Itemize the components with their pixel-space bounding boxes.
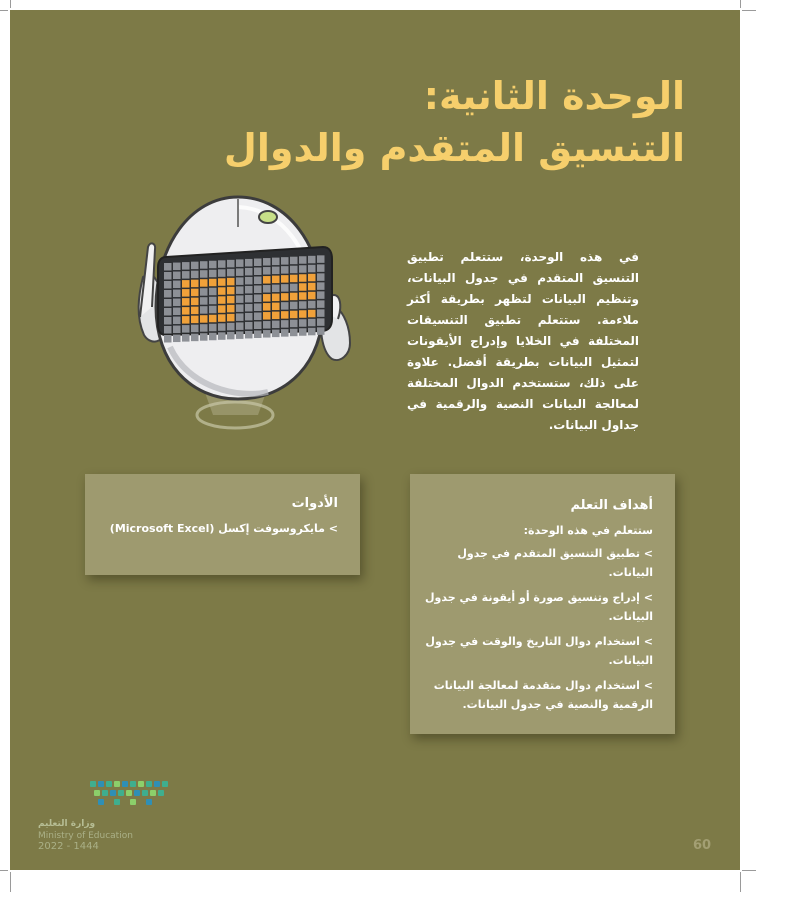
screen-pixel: [182, 334, 190, 342]
screen-pixel: [182, 316, 190, 324]
screen-pixel: [164, 317, 172, 325]
crop-mark: [740, 872, 741, 892]
screen-pixel: [236, 313, 244, 321]
screen-pixel: [164, 326, 172, 334]
screen-pixel: [218, 287, 226, 295]
screen-pixel: [308, 292, 316, 300]
screen-pixel: [308, 274, 316, 282]
screen-pixel: [317, 327, 325, 335]
screen-pixel: [191, 316, 199, 324]
screen-pixel: [218, 269, 226, 277]
screen-pixel: [173, 290, 181, 298]
screen-pixel: [308, 301, 316, 309]
goals-title: أهداف التعلم: [570, 498, 653, 513]
screen-pixel: [263, 285, 271, 293]
screen-pixel: [182, 325, 190, 333]
screen-pixel: [263, 312, 271, 320]
screen-pixel: [227, 269, 235, 277]
unit-title: [224, 70, 685, 174]
screen-pixel: [290, 329, 298, 337]
screen-pixel: [272, 258, 280, 266]
screen-pixel: [317, 300, 325, 308]
crop-mark: [742, 870, 756, 871]
screen-pixel: [236, 259, 244, 267]
screen-pixel: [308, 256, 316, 263]
unit-title-line2: التنسيق المتقدم والدوال: [223, 126, 685, 170]
screen-pixel: [200, 306, 208, 314]
screen-pixel: [299, 274, 307, 282]
screen-pixel: [227, 332, 235, 340]
screen-pixel: [182, 298, 190, 306]
screen-pixel: [263, 303, 271, 311]
screen-pixel: [164, 290, 172, 298]
screen-pixel: [281, 320, 289, 328]
screen-pixel: [299, 256, 307, 264]
screen-pixel: [308, 283, 316, 291]
screen-pixel: [209, 279, 217, 287]
screen-pixel: [281, 284, 289, 292]
screen-pixel: [245, 268, 253, 276]
ministry-name-en: Ministry of Education: [38, 831, 133, 841]
screen-pixel: [263, 321, 271, 329]
goal-item: > إدراج وتنسيق صورة أو أيقونة في جدول البيانات.: [425, 591, 653, 623]
goals-subtitle: ستتعلم في هذه الوحدة:: [523, 524, 653, 537]
screen-pixel: [173, 299, 181, 307]
screen-pixel: [227, 296, 235, 304]
screen-pixel: [317, 273, 325, 281]
screen-pixel: [245, 331, 253, 339]
screen-pixel: [227, 323, 235, 331]
screen-pixel: [173, 326, 181, 334]
crop-mark: [0, 870, 8, 871]
screen-pixel: [245, 286, 253, 294]
screen-pixel: [299, 310, 307, 318]
unit-cover-page: [10, 10, 740, 870]
screen-pixel: [281, 302, 289, 310]
screen-pixel: [200, 297, 208, 305]
screen-pixel: [317, 318, 325, 326]
crop-mark: [10, 872, 11, 892]
screen-pixel: [254, 286, 262, 294]
screen-pixel: [218, 332, 226, 340]
screen-pixel: [290, 284, 298, 292]
screen-pixel: [191, 334, 199, 342]
crop-mark: [740, 0, 741, 8]
screen-pixel: [245, 304, 253, 312]
page-number: 60: [693, 838, 712, 853]
screen-pixel: [209, 288, 217, 296]
ministry-name-ar: وزارة التعليم: [38, 819, 96, 829]
screen-pixel: [272, 330, 280, 338]
screen-pixel: [317, 264, 325, 272]
screen-pixel: [254, 277, 262, 285]
screen-pixel: [227, 305, 235, 313]
goal-item: > استخدام دوال التاريخ والوقت في جدول البيانات.: [425, 635, 653, 667]
crop-mark: [10, 0, 11, 8]
screen-pixel: [245, 322, 253, 330]
screen-pixel: [218, 278, 226, 286]
screen-pixel: [290, 320, 298, 328]
screen-pixel: [254, 313, 262, 321]
screen-pixel: [209, 297, 217, 305]
screen-pixel: [272, 321, 280, 329]
screen-pixel: [218, 305, 226, 313]
goal-item: > تطبيق التنسيق المتقدم في جدول البيانات.: [457, 547, 653, 579]
screen-pixel: [281, 257, 289, 265]
screen-pixel: [209, 270, 217, 278]
screen-pixel: [245, 259, 253, 267]
screen-pixel: [299, 319, 307, 327]
screen-pixel: [272, 276, 280, 284]
screen-pixel: [182, 307, 190, 315]
screen-pixel: [218, 296, 226, 304]
goal-item: > استخدام دوال متقدمة لمعالجة البيانات الرقمية والنصية في جدول البيانات.: [433, 679, 653, 711]
screen-pixel: [218, 323, 226, 331]
screen-pixel: [254, 268, 262, 276]
screen-pixel: [164, 308, 172, 316]
screen-pixel: [173, 317, 181, 325]
screen-pixel: [254, 322, 262, 330]
screen-pixel: [281, 275, 289, 283]
screen-pixel: [236, 304, 244, 312]
screen-pixel: [227, 287, 235, 295]
screen-pixel: [272, 294, 280, 302]
screen-pixel: [209, 306, 217, 314]
screen-pixel: [308, 310, 316, 318]
screen-pixel: [254, 331, 262, 339]
screen-pixel: [182, 280, 190, 288]
crop-mark: [0, 10, 8, 11]
screen-pixel: [173, 263, 181, 271]
screen-pixel: [173, 335, 181, 343]
screen-pixel: [173, 272, 181, 280]
screen-pixel: [164, 299, 172, 307]
screen-pixel: [218, 314, 226, 322]
tools-card: [85, 474, 360, 575]
screen-pixel: [308, 328, 316, 336]
screen-pixel: [227, 314, 235, 322]
screen-pixel: [164, 281, 172, 289]
ministry-logo: [38, 775, 188, 850]
screen-pixel: [272, 285, 280, 293]
screen-pixel: [236, 331, 244, 339]
screen-pixel: [191, 262, 199, 270]
screen-pixel: [191, 307, 199, 315]
screen-pixel: [299, 301, 307, 309]
ministry-year: 2022 - 1444: [38, 841, 99, 852]
robot-illustration: [118, 187, 358, 447]
screen-pixel: [290, 311, 298, 319]
screen-pixel: [245, 277, 253, 285]
screen-pixel: [299, 265, 307, 273]
screen-pixel: [164, 335, 172, 343]
robot-screen: [158, 247, 332, 343]
screen-pixel: [290, 275, 298, 283]
screen-pixel: [272, 303, 280, 311]
screen-pixel: [191, 325, 199, 333]
learning-goals-card: [410, 474, 675, 734]
screen-pixel: [182, 262, 190, 270]
screen-pixel: [173, 281, 181, 289]
screen-pixel: [236, 295, 244, 303]
screen-pixel: [200, 270, 208, 278]
screen-pixel: [191, 280, 199, 288]
screen-pixel: [236, 322, 244, 330]
ministry-logo-mark: [88, 775, 178, 811]
screen-pixel: [164, 263, 172, 271]
screen-pixel: [290, 257, 298, 265]
screen-pixel: [209, 333, 217, 341]
screen-pixel: [317, 255, 325, 263]
screen-pixel: [182, 289, 190, 297]
screen-pixel: [290, 293, 298, 301]
screen-pixel: [209, 261, 217, 269]
screen-pixel: [191, 298, 199, 306]
crop-mark: [742, 10, 756, 11]
screen-pixel: [263, 330, 271, 338]
screen-pixel: [254, 304, 262, 312]
screen-pixel: [200, 333, 208, 341]
screen-pixel: [200, 288, 208, 296]
screen-pixel: [227, 278, 235, 286]
screen-pixel: [254, 259, 262, 267]
screen-pixel: [200, 261, 208, 269]
screen-pixel: [200, 324, 208, 332]
screen-pixel: [281, 293, 289, 301]
screen-pixel: [317, 291, 325, 299]
screen-pixel: [317, 309, 325, 317]
screen-pixel: [290, 266, 298, 274]
screen-pixel: [254, 295, 262, 303]
unit-intro-paragraph: في هذه الوحدة، ستتعلم تطبيق التنسيق المتقدم في جدول البيانات، وتنظيم البيانات لتظهر بطريقة أكثر ملاءمة. ستتعلم تطبيق التنسيقات المختلفة في الخلايا وإدراج الأيقونات لتمثيل البيانات بطريقة أفضل. علاوة على ذلك، ستستخدم الدوال المختلفة لمعالجة البيانات النصية والرقمية في جداول البيانات.: [407, 250, 639, 432]
screen-pixel: [236, 286, 244, 294]
screen-pixel: [191, 271, 199, 279]
screen-pixel: [182, 271, 190, 279]
goals-list: [423, 544, 653, 720]
screen-pixel: [317, 282, 325, 290]
screen-pixel: [245, 295, 253, 303]
screen-pixel: [299, 283, 307, 291]
screen-pixel: [245, 313, 253, 321]
screen-pixel: [191, 289, 199, 297]
screen-pixel: [209, 315, 217, 323]
screen-pixel: [272, 312, 280, 320]
screen-pixel: [164, 272, 172, 280]
screen-pixel: [299, 292, 307, 300]
screen-pixel: [263, 276, 271, 284]
screen-pixel: [236, 268, 244, 276]
screen-pixel: [263, 267, 271, 275]
tools-item: > مايكروسوفت إكسل (Microsoft Excel): [109, 522, 338, 535]
screen-pixel: [281, 266, 289, 274]
screen-pixel: [263, 258, 271, 266]
screen-pixel: [200, 315, 208, 323]
screen-pixel: [281, 311, 289, 319]
screen-pixel: [263, 294, 271, 302]
screen-pixel: [236, 277, 244, 285]
screen-pixel: [209, 324, 217, 332]
screen-pixel: [218, 260, 226, 268]
screen-pixel: [308, 319, 316, 327]
screen-pixel: [200, 279, 208, 287]
screen-pixel: [299, 328, 307, 336]
tools-title: الأدوات: [291, 496, 338, 511]
unit-title-line1: الوحدة الثانية:: [423, 74, 685, 118]
screen-pixel: [290, 302, 298, 310]
screen-pixel: [272, 267, 280, 275]
screen-pixel: [308, 265, 316, 273]
screen-pixel: [227, 260, 235, 268]
screen-pixel: [281, 329, 289, 337]
screen-pixel: [173, 308, 181, 316]
